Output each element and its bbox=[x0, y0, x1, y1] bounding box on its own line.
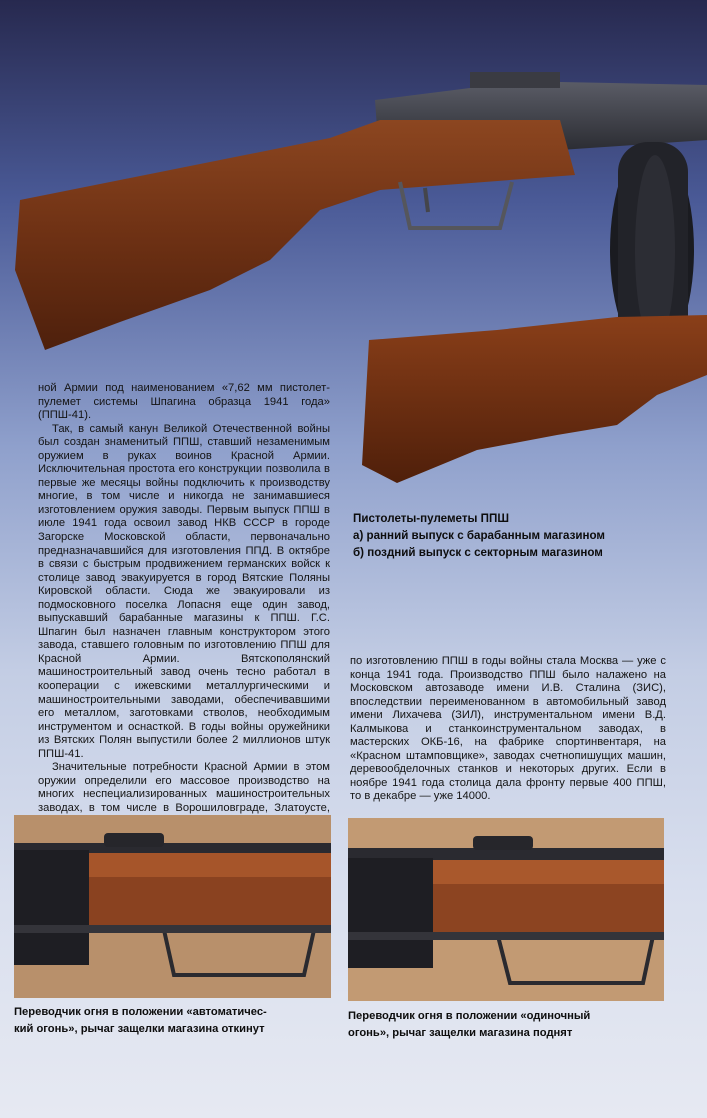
main-caption bbox=[353, 510, 693, 561]
left-paragraph-2: Так, в самый канун Великой Отечественной войны был создан знаменитый ППШ, ставший незаменимым оружием в руках воинов Красной Армии. Исключительная простота его конструкции позволила в первые же месяцы войны подключить к производству многие, в том числе и никогда не занимавшиеся изготовлением оружия заводы. Первым выпуск ППШ в июле 1941 года освоил завод НКВ СССР в городе Загорске Московской области, первоначально предназначавшийся для изготовления ППД. В октябре в связи с быстрым продвижением германских войск к столице завод эвакуируется в город Вятские Поляны Кировской области. Сюда же эвакуировали из подмосковного поселка Лопасня еще один завод, выпускавший барабанные магазины к ППШ. Г.С. Шпагин был назначен главным конструктором этого завода, ставшего головным по изготовлению ППШ для Красной Армии. Вятскополянский машиностроительный завод очень тесно работал в кооперации с ижевскими металлургическими и машиностроительными заводами, обеспечивавшими его металлом, заготовками стволов, необходимым инструментом и оснасткой. В годы войны оружейники из Вятских Полян выпустили более 2 миллионов штук ППШ-41. bbox=[38, 422, 330, 760]
left-column-text bbox=[38, 382, 330, 829]
left-paragraph-1: ной Армии под наименованием «7,62 мм пистолет-пулемет системы Шпагина образца 1941 года» (ППШ-41). bbox=[38, 382, 330, 422]
bottom-right-caption-line-2: огонь», рычаг защелки магазина поднят bbox=[348, 1027, 573, 1039]
bottom-right-caption-line-1: Переводчик огня в положении «одиночный bbox=[348, 1010, 591, 1022]
fire-selector-automatic-photo bbox=[14, 815, 331, 998]
bottom-left-caption-line-1: Переводчик огня в положении «автоматичес- bbox=[14, 1006, 267, 1018]
ppsh-sector-stock-photo bbox=[357, 315, 707, 487]
main-caption-line-b: б) поздний выпуск с секторным магазином bbox=[353, 546, 603, 559]
bottom-right-caption bbox=[348, 1008, 678, 1042]
left-paragraph-3: Значительные потребности Красной Армии в этом оружии определили его массовое производство на многих неспециализированных машиностроительных заводах, в том числе в Ворошиловграде, Златоусте, bbox=[38, 761, 330, 814]
fire-selector-single-photo bbox=[348, 818, 664, 1001]
main-caption-line-a: а) ранний выпуск с барабанным магазином bbox=[353, 529, 606, 542]
bottom-left-caption bbox=[14, 1004, 344, 1038]
right-column-text bbox=[350, 655, 666, 804]
right-paragraph-1: по изготовлению ППШ в годы войны стала Москва — уже с конца 1941 года. Производство ППШ было налажено на Московском автозаводе имени И.В. Сталина (ЗИС), впоследствии переименованном в автомобильный завод имени Лихачева (ЗИЛ), инструментальном имени В.Д. Калмыкова и станкоинструментальном заводах, в мастерских ОКБ-16, на фабрике спортинвентаря, на «Красном штамповщике», заводах счетнопишущих машин, деревообделочных станков и некоторых других. Если в ноябре 1941 года столица дала фронту первые 400 ППШ, то в декабре — уже 14000. bbox=[350, 655, 666, 803]
main-caption-title: Пистолеты-пулеметы ППШ bbox=[353, 512, 509, 525]
bottom-left-caption-line-2: кий огонь», рычаг защелки магазина откинут bbox=[14, 1023, 265, 1035]
